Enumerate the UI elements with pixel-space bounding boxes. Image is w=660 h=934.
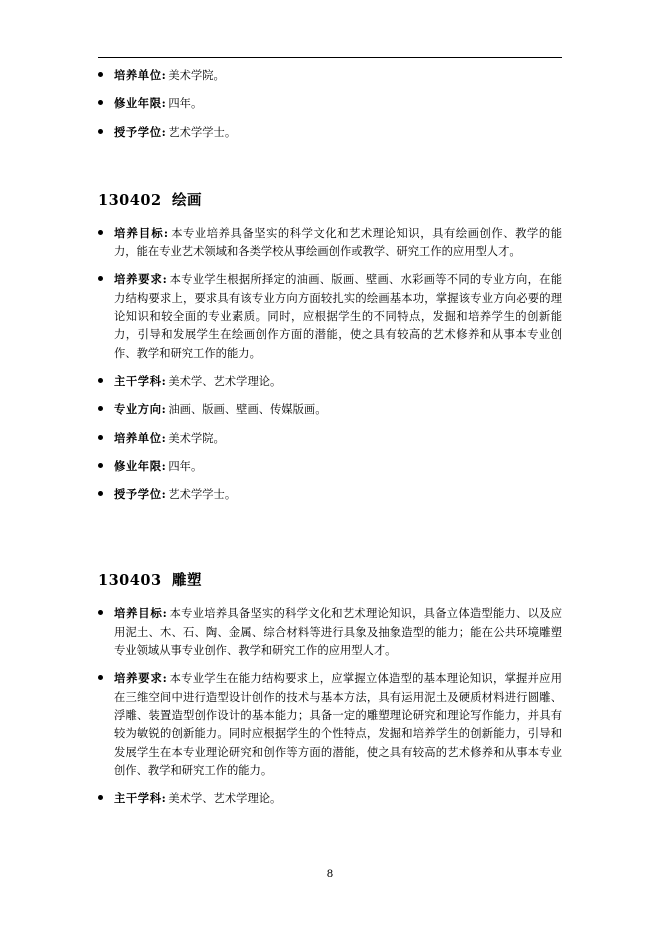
section-code: 130402 <box>98 191 162 209</box>
list-item <box>98 66 562 85</box>
list-item-body <box>114 270 562 362</box>
bullet-icon <box>98 789 114 800</box>
list-item <box>98 485 562 504</box>
bullet-list-130402 <box>98 224 562 505</box>
list-item <box>98 400 562 419</box>
list-item-text: 美术学、艺术学理论。 <box>168 792 282 806</box>
bullet-icon <box>98 224 114 235</box>
section-code: 130403 <box>98 572 162 590</box>
page-content <box>98 66 562 817</box>
bullet-icon <box>98 372 114 383</box>
page-number: 8 <box>326 868 334 880</box>
list-item-text: 本专业学生根据所择定的油画、版画、壁画、水彩画等不同的专业方向，在能力结构要求上，要求具有该专业方向方面较扎实的绘画基本功，掌握该专业方向必要的理论知识和较全面的专业素质。同时，应根据学生的不同特点，发掘和培养学生的创新能力，引导和发展学生在绘画创作方面的潜能，使之具有较高的艺术修养和从事本专业创作、教学和研究工作的能力。 <box>114 273 563 360</box>
list-item-body <box>114 400 562 419</box>
list-item-body <box>114 429 562 448</box>
list-item-text: 本专业培养具备坚实的科学文化和艺术理论知识，具有绘画创作、教学的能力，能在专业艺术领域和各类学校从事绘画创作或教学、研究工作的应用型人才。 <box>114 226 563 259</box>
list-item <box>98 669 562 780</box>
list-item-body <box>114 123 562 142</box>
bullet-list-130403 <box>98 604 562 808</box>
bullet-icon <box>98 123 114 134</box>
header-rule <box>98 57 562 58</box>
list-item-label: 培养目标: <box>114 606 168 621</box>
list-item-body <box>114 94 562 113</box>
spacer <box>98 151 562 163</box>
list-item-body <box>114 604 562 660</box>
section-heading-130402 <box>98 189 562 210</box>
bullet-icon <box>98 270 114 281</box>
list-item <box>98 457 562 476</box>
bullet-icon <box>98 400 114 411</box>
list-item-label: 主干学科: <box>114 373 167 388</box>
section-title: 雕塑 <box>172 572 202 590</box>
list-item-body <box>114 485 562 504</box>
list-item-text: 四年。 <box>168 97 203 111</box>
list-item-text: 油画、版画、壁画、传媒版画。 <box>168 403 327 417</box>
bullet-icon <box>98 669 114 680</box>
list-item-text: 美术学院。 <box>168 431 225 445</box>
list-item-label: 培养单位: <box>114 430 167 445</box>
list-item-label: 修业年限: <box>114 458 167 473</box>
bullet-icon <box>98 485 114 496</box>
list-item-body <box>114 224 562 262</box>
list-item-text: 本专业培养具备坚实的科学文化和艺术理论知识，具备立体造型能力、以及应用泥土、木、石、陶、金属、综合材料等进行具象及抽象造型的能力；能在公共环境雕塑专业领域从事专业创作、教学和研究工作的应用型人才。 <box>114 607 563 658</box>
list-item-label: 培养要求: <box>114 272 168 287</box>
list-item-label: 培养目标: <box>114 225 169 240</box>
bullet-list-intro <box>98 66 562 142</box>
list-item-text: 艺术学学士。 <box>168 125 237 139</box>
list-item-text: 本专业学生在能力结构要求上，应掌握立体造型的基本理论知识，掌握并应用在三维空间中进行造型设计创作的技术与基本方法，具有运用泥土及硬质材料进行圆雕、浮雕、装置造型创作设计的基本能力；具备一定的雕塑理论研究和理论写作能力，并具有较为敏锐的创新能力。同时应根据学生的个性特点，发掘和培养学生的创新能力，引导和发展学生在本专业理论研究和创作等方面的潜能，使之具有较高的艺术修养和从事本专业创作、教学和研究工作的能力。 <box>114 672 563 777</box>
list-item-label: 主干学科: <box>114 791 167 806</box>
list-item-label: 修业年限: <box>114 96 167 111</box>
list-item-label: 专业方向: <box>114 402 167 417</box>
list-item <box>98 429 562 448</box>
list-item-text: 四年。 <box>168 459 203 473</box>
list-item <box>98 372 562 391</box>
spacer <box>98 513 562 543</box>
list-item-label: 培养要求: <box>114 671 168 686</box>
bullet-icon <box>98 94 114 105</box>
list-item-label: 授予学位: <box>114 124 167 139</box>
list-item <box>98 270 562 362</box>
list-item-body <box>114 669 562 780</box>
list-item <box>98 94 562 113</box>
list-item-text: 美术学院。 <box>168 69 225 82</box>
bullet-icon <box>98 66 114 77</box>
list-item-body <box>114 789 562 808</box>
list-item-body <box>114 372 562 391</box>
list-item-text: 艺术学学士。 <box>168 488 237 502</box>
list-item-text: 美术学、艺术学理论。 <box>168 374 282 388</box>
list-item <box>98 123 562 142</box>
list-item-body <box>114 457 562 476</box>
list-item <box>98 604 562 660</box>
list-item <box>98 224 562 262</box>
list-item-body <box>114 66 562 85</box>
list-item-label: 培养单位: <box>114 68 167 82</box>
bullet-icon <box>98 604 114 615</box>
list-item <box>98 789 562 808</box>
bullet-icon <box>98 457 114 468</box>
list-item-label: 授予学位: <box>114 487 167 502</box>
section-title: 绘画 <box>172 191 202 209</box>
bullet-icon <box>98 429 114 440</box>
section-heading-130403 <box>98 569 562 590</box>
